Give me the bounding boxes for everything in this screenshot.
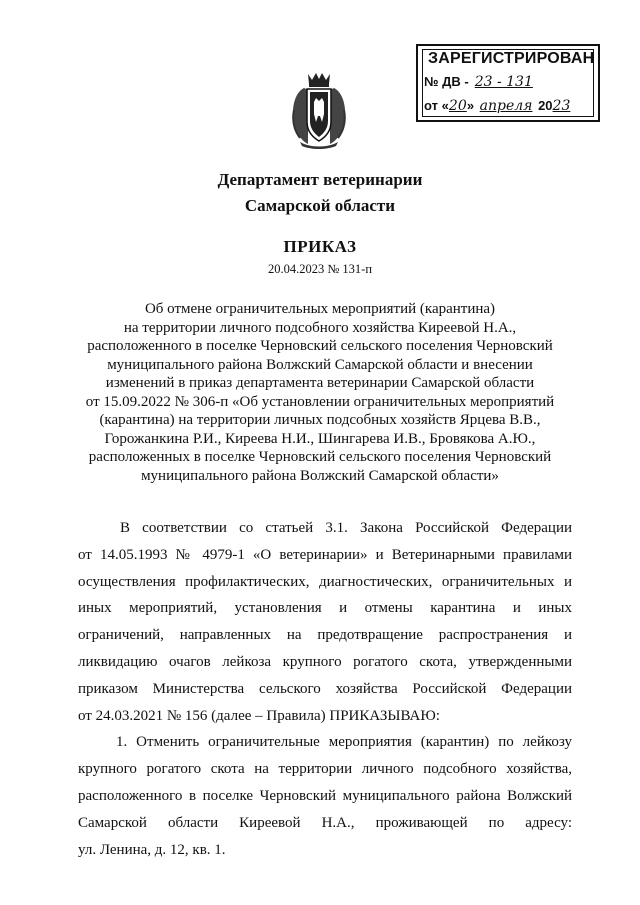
order-body xyxy=(78,515,572,863)
subject-line: муниципального района Волжский Самарской области» xyxy=(141,467,499,484)
stamp-number-handwritten: 23 - 131 xyxy=(474,74,533,90)
stamp-title: ЗАРЕГИСТРИРОВАН xyxy=(428,50,595,67)
order-subject xyxy=(60,300,580,485)
body-line: Самарской области Киреевой Н.А., проживающей по адресу: xyxy=(78,814,572,831)
department-name-line2: Самарской области xyxy=(244,196,396,215)
stamp-date-mid: » xyxy=(466,98,475,113)
body-line: иных мероприятий, установления и отмены карантина и иных xyxy=(78,600,572,617)
subject-line: расположенного в поселке Черновский сельского поселения Черновский xyxy=(87,338,553,354)
stamp-date-prefix: от « xyxy=(424,98,449,113)
stamp-date-line xyxy=(424,98,570,114)
stamp-date-month-handwritten: апреля xyxy=(479,98,533,114)
subject-line: (карантина) на территории личных подсобных хозяйств Ярцева В.В., xyxy=(99,412,541,428)
document-date-number: 20.04.2023 № 131-п xyxy=(267,262,373,276)
stamp-number-line xyxy=(424,74,533,90)
subject-line: от 15.09.2022 № 306-п «Об установлении ограничительных мероприятий xyxy=(85,393,555,410)
body-line: осуществления профилактических, диагностических, ограничительных и xyxy=(78,573,572,590)
stamp-date-day-handwritten: 20 xyxy=(448,98,467,114)
subject-line: расположенных в поселке Черновский сельского поселения Черновский xyxy=(88,449,552,465)
document-type-title: ПРИКАЗ xyxy=(283,237,357,256)
body-line: 1. Отменить ограничительные мероприятия (карантин) по лейкозу xyxy=(116,734,572,751)
body-line: ограничений, направленных на предотвращение распространения и xyxy=(78,627,572,644)
body-line: от 14.05.1993 № 4979-1 «О ветеринарии» и Ветеринарными правилами xyxy=(78,546,572,563)
body-line: расположенного в поселке Черновский муниципального района Волжский xyxy=(78,787,572,804)
body-line: ликвидацию очагов лейкоза крупного рогатого скота, утвержденными xyxy=(78,653,572,670)
department-name-line1: Департамент ветеринарии xyxy=(217,170,423,189)
body-line: от 24.03.2021 № 156 (далее – Правила) ПРИКАЗЫВАЮ: xyxy=(78,707,440,724)
subject-line: муниципального района Волжский Самарской области и внесении xyxy=(107,356,533,373)
stamp-year-prefix: 20 xyxy=(538,98,553,113)
body-line: В соответствии со статьей 3.1. Закона Российской Федерации xyxy=(120,520,572,536)
subject-line: на территории личного подсобного хозяйства Киреевой Н.А., xyxy=(123,319,517,336)
body-line: ул. Ленина, д. 12, кв. 1. xyxy=(78,841,226,858)
body-line: крупного рогатого скота на территории личного подсобного хозяйства, xyxy=(78,761,572,778)
subject-line: Об отмене ограничительных мероприятий (карантина) xyxy=(144,301,496,317)
stamp-number-label: № ДВ - xyxy=(424,74,469,89)
subject-line: Горожанкина Р.И., Киреева Н.И., Шингарева И.В., Бровякова А.Ю., xyxy=(104,430,536,447)
body-line: приказом Министерства сельского хозяйства Российской Федерации xyxy=(78,680,572,697)
registration-stamp xyxy=(416,44,600,122)
subject-line: изменений в приказ департамента ветеринарии Самарской области xyxy=(105,375,535,391)
stamp-year-suffix-handwritten: 23 xyxy=(552,98,571,114)
coat-of-arms-icon xyxy=(286,70,352,150)
